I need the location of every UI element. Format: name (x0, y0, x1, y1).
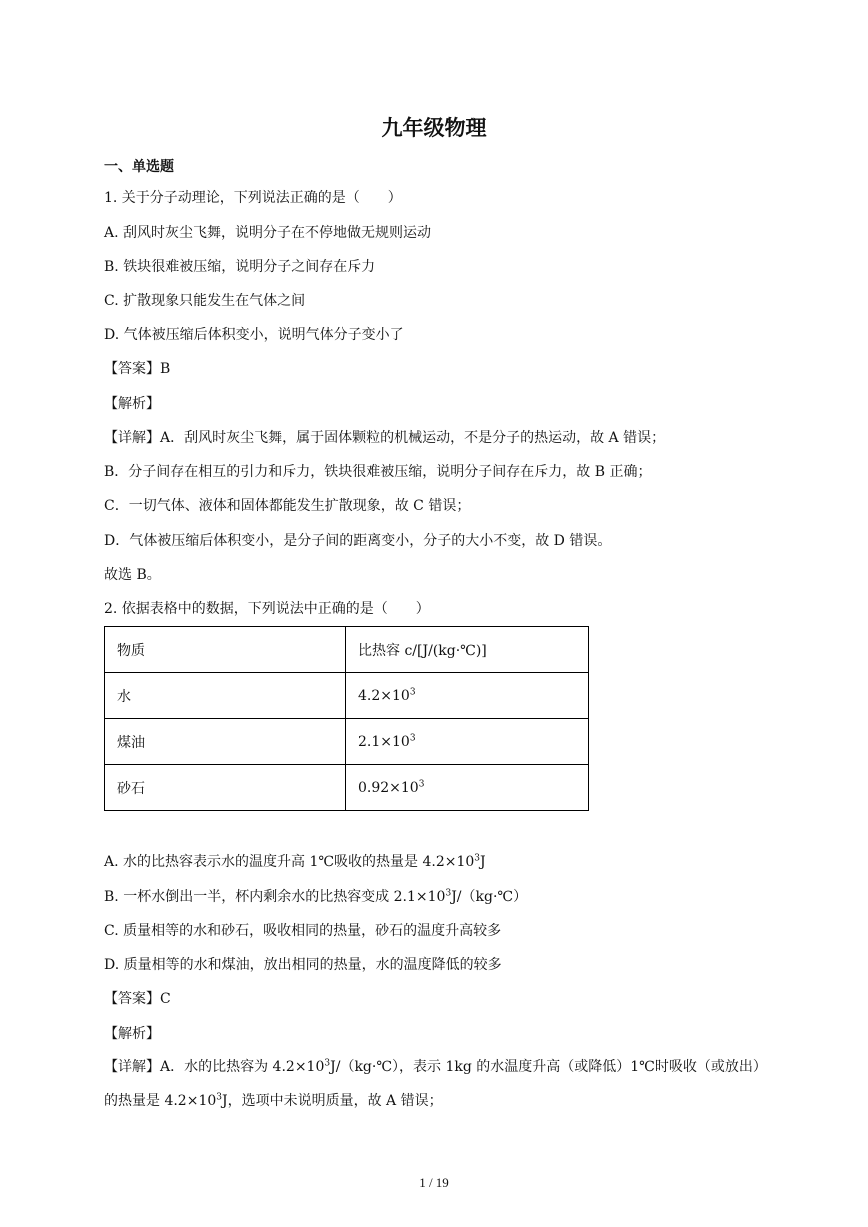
specific-heat-table (104, 626, 589, 811)
table-cell-substance: 水 (105, 673, 346, 719)
q1-analysis-label: 【解析】 (104, 396, 160, 412)
q2-option-b: B. 一杯水倒出一半，杯内剩余水的比热容变成 $2.1\times 10^3J/(kg\cdot℃)$ (104, 888, 528, 905)
table-header-cell: 物质 (105, 627, 346, 673)
q1-detail-b: B．分子间存在相互的引力和斥力，铁块很难被压缩，说明分子间存在斥力，故 B 正确； (104, 464, 652, 480)
table-cell-value: $2.1\times 10^3$ (346, 719, 589, 765)
q2-answer: 【答案】C (104, 991, 171, 1007)
table-row (105, 673, 589, 719)
q1-option-a: A. 刮风时灰尘飞舞，说明分子在不停地做无规则运动 (104, 225, 432, 241)
q1-answer: 【答案】B (104, 361, 171, 377)
q2-analysis-label: 【解析】 (104, 1026, 160, 1042)
table-header-row (105, 627, 589, 673)
table-cell-value: $4.2\times 10^3$ (346, 673, 589, 719)
table-cell-substance: 砂石 (105, 765, 346, 811)
q2-option-a: A. 水的比热容表示水的温度升高 1℃吸收的热量是 $4.2\times 10^3J$ (104, 853, 486, 870)
q2-option-d: D. 质量相等的水和煤油，放出相同的热量，水的温度降低的较多 (104, 957, 502, 973)
q1-detail-d: D．气体被压缩后体积变小，是分子间的距离变小，分子的大小不变，故 D 错误。 (104, 533, 612, 549)
q1-conclusion: 故选 B。 (104, 567, 161, 583)
page-number: 1 / 19 (419, 1175, 449, 1190)
q1-option-b: B. 铁块很难被压缩，说明分子之间存在斥力 (104, 259, 376, 275)
q1-stem: 1. 关于分子动理论，下列说法正确的是（ ） (104, 190, 402, 206)
q2-option-c: C. 质量相等的水和砂石，吸收相同的热量，砂石的温度升高较多 (104, 923, 502, 939)
section-heading: 一、单选题 (104, 159, 174, 175)
q2-detail-a: 【详解】A．水的比热容为 $4.2\times 10^3J/(kg\cdot℃)$，表示 1kg 的水温度升高（或降低）1℃时吸收（或放出）的热量是 $4.2\times 10^3J$，选项中未说明质量，故 A 错误； (104, 1058, 767, 1109)
page-title: 九年级物理 (381, 116, 487, 140)
q1-option-c: C. 扩散现象只能发生在气体之间 (104, 293, 306, 309)
table-cell-substance: 煤油 (105, 719, 346, 765)
table-header-cell: 比热容 c/[J/(kg·℃)] (346, 627, 589, 673)
q2-stem: 2. 依据表格中的数据，下列说法中正确的是（ ） (104, 601, 430, 617)
table-cell-value: $0.92\times 10^3$ (346, 765, 589, 811)
table-row (105, 719, 589, 765)
q1-option-d: D. 气体被压缩后体积变小，说明气体分子变小了 (104, 327, 404, 343)
q1-detail-a: 【详解】A．刮风时灰尘飞舞，属于固体颗粒的机械运动，不是分子的热运动，故 A 错误； (104, 430, 666, 446)
q1-detail-c: C．一切气体、液体和固体都能发生扩散现象，故 C 错误； (104, 498, 471, 514)
table-row (105, 765, 589, 811)
